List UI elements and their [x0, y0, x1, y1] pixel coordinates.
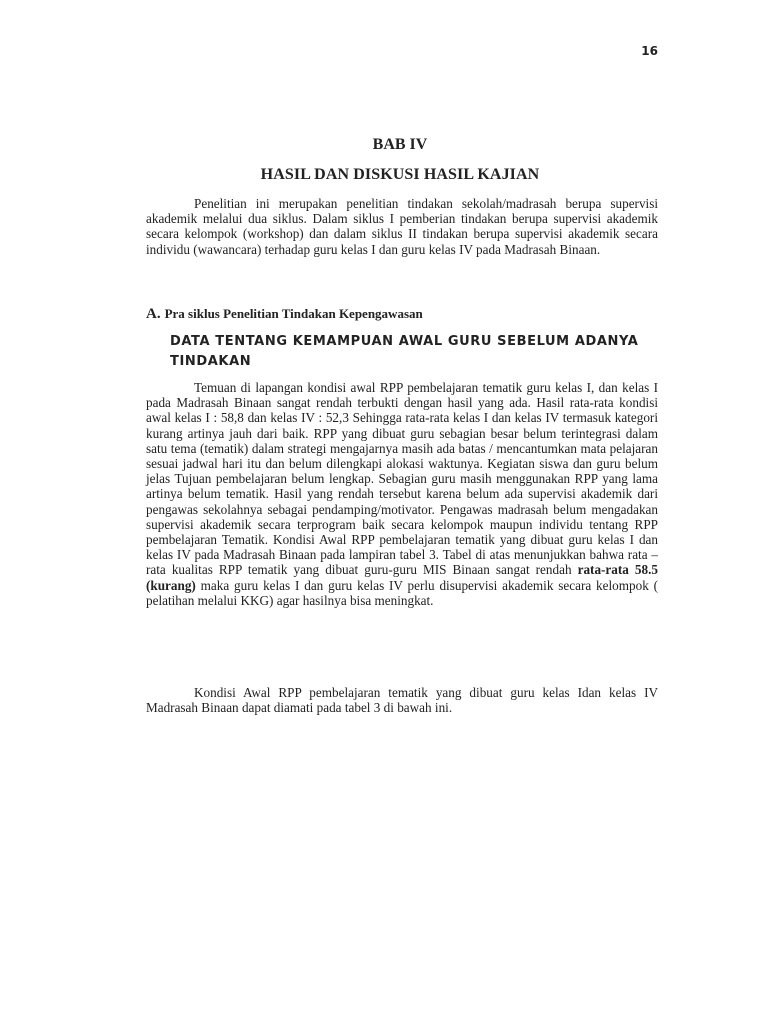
chapter-label: BAB IV — [372, 136, 428, 153]
chapter-title: HASIL DAN DISKUSI HASIL KAJIAN — [260, 166, 540, 183]
section-title: Pra siklus Penelitian Tindakan Kepengawasan — [164, 306, 423, 321]
body-bold-average: rata-rata 58.5 (kurang) — [146, 562, 658, 593]
page-number: 16 — [641, 44, 658, 58]
section-subheading: DATA TENTANG KEMAMPUAN AWAL GURU SEBELUM ADANYA TINDAKAN — [170, 334, 639, 369]
body-text-after-bold: maka guru kelas I dan guru kelas IV perlu disupervisi akademik secara kelompok ( pelatihan melalui KKG) agar hasilnya bisa meningkat. — [146, 577, 659, 608]
closing-paragraph-text: Kondisi Awal RPP pembelajaran tematik yang dibuat guru kelas Idan kelas IV Madrasah Binaan dapat diamati pada tabel 3 di bawah ini. — [146, 685, 658, 716]
intro-paragraph — [146, 196, 658, 257]
intro-paragraph-text: Penelitian ini merupakan penelitian tindakan sekolah/madrasah berupa supervisi akademik melalui dua siklus. Dalam siklus I pemberian tindakan berupa supervisi akademik secara kelompok (workshop) dan dalam siklus II tindakan berupa supervisi akademik secara individu (wawancara) terhadap guru kelas I dan guru kelas IV pada Madrasah Binaan. — [146, 196, 658, 257]
body-text-before-bold: Temuan di lapangan kondisi awal RPP pembelajaran tematik guru kelas I, dan kelas I pada Madrasah Binaan sangat rendah terbukti dengan hasil yang ada. Hasil rata-rata kondisi awal kelas I : 58,8 dan kelas IV : 52,3 Sehingga rata-rata kelas I dan kelas IV termasuk kategori kurang artinya jauh dari baik. RPP yang dibuat guru sebagian besar belum terintegrasi dalam satu tema (tematik) dalam strategi mengajarnya masih ada batas / mencantumkan mata pelajaran sesuai jadwal hari itu dan belum dilengkapi alokasi waktunya. Kegiatan siswa dan guru belum jelas Tujuan pembelajaran belum lengkap. Sebagian guru masih menggunakan RPP yang lama artinya belum tematik. Hasil yang rendah tersebut karena belum ada supervisi akademik dari pengawas sekolahnya sebagai pendamping/motivator. Pengawas madrasah belum mengadakan supervisi akademik secara terprogram baik secara kelompok maupun individu tentang RPP pembelajaran Tematik. Kondisi Awal RPP pembelajaran tematik yang dibuat guru kelas I dan kelas IV pada Madrasah Binaan pada lampiran tabel 3. Tabel di atas menunjukkan bahwa rata – rata kualitas RPP tematik yang dibuat guru-guru MIS Binaan sangat rendah — [146, 380, 658, 578]
section-letter: A. — [146, 306, 161, 322]
closing-paragraph — [146, 685, 658, 715]
section-heading — [146, 306, 423, 323]
body-paragraph — [146, 380, 658, 608]
